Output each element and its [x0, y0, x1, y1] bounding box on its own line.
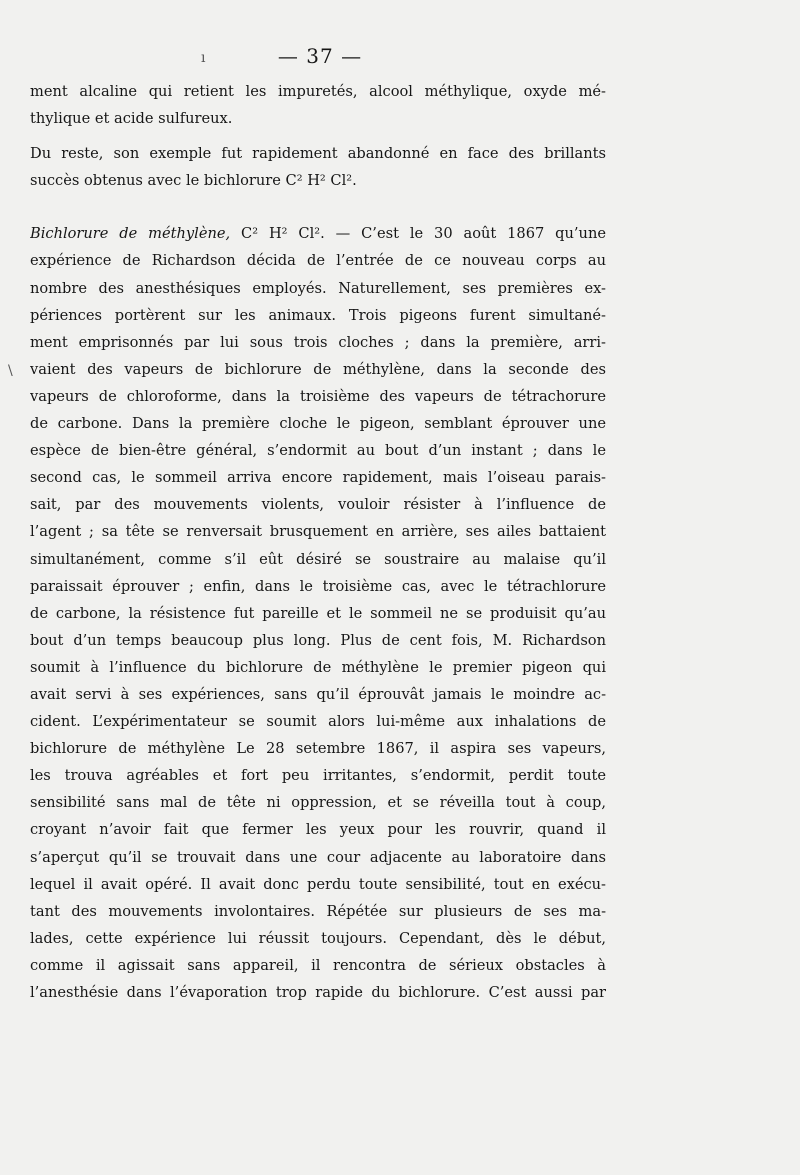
text-line: l’anesthésie dans l’évaporation trop rapide du bichlorure. C’est aussi par — [30, 984, 606, 1001]
text-line: s’aperçut qu’il se trouvait dans une cour adjacente au laboratoire dans — [30, 848, 606, 866]
text-line: vapeurs de chloroforme, dans la troisième des vapeurs de tétrachorure — [30, 387, 606, 405]
text-line: lequel il avait opéré. Il avait donc perdu toute sensibilité, tout en exécu- — [30, 875, 606, 893]
text-line: paraissait éprouver ; enfin, dans le troisième cas, avec le tétrachlorure — [30, 577, 606, 595]
text-line: sensibilité sans mal de tête ni oppression, et se réveilla tout à coup, — [30, 794, 606, 812]
text-line: ment alcaline qui retient les impuretés, alcool méthylique, oxyde mé- — [30, 83, 606, 100]
text-line: thylique et acide sulfureux. — [30, 110, 233, 128]
text-line: second cas, le sommeil arriva encore rapidement, mais l’oiseau parais- — [30, 469, 606, 487]
text-line: de carbone. Dans la première cloche le pigeon, semblant éprouver une — [30, 415, 606, 433]
stray-mark: \ — [8, 363, 13, 379]
text-line: sait, par des mouvements violents, vouloir résister à l’influence de — [30, 496, 606, 514]
text-line: vaient des vapeurs de bichlorure de méthylène, dans la seconde des — [30, 360, 606, 378]
text-line: avait servi à ses expériences, sans qu’il éprouvât jamais le moindre ac- — [30, 685, 606, 703]
text-line: soumit à l’influence du bichlorure de méthylène le premier pigeon qui — [30, 658, 606, 676]
text-line: espèce de bien-être général, s’endormit au bout d’un instant ; dans le — [30, 442, 606, 460]
text-line: comme il agissait sans appareil, il rencontra de sérieux obstacles à — [30, 956, 606, 974]
text-line: simultanément, comme s’il eût désiré se soustraire au malaise qu’il — [30, 550, 606, 568]
text-line: bout d’un temps beaucoup plus long. Plus de cent fois, M. Richardson — [30, 631, 606, 649]
paragraph — [30, 220, 606, 1006]
paragraph — [30, 78, 606, 132]
text-line: de carbone, la résistence fut pareille et le sommeil ne se produisit qu’au — [30, 604, 606, 622]
text-line: périences portèrent sur les animaux. Trois pigeons furent simultané- — [30, 306, 606, 324]
stray-mark: ı — [201, 50, 206, 66]
paragraph — [30, 140, 606, 194]
text-line: ment emprisonnés par lui sous trois cloches ; dans la première, arri- — [30, 333, 606, 351]
text-line: bichlorure de méthylène Le 28 setembre 1867, il aspira ses vapeurs, — [30, 740, 606, 758]
text-line: l’agent ; sa tête se renversait brusquement en arrière, ses ailes battaient — [30, 523, 606, 541]
text-line: succès obtenus avec le bichlorure C² H² Cl². — [30, 172, 357, 190]
text-line: tant des mouvements involontaires. Répétée sur plusieurs de ses ma- — [30, 902, 606, 920]
text-line: expérience de Richardson décida de l’entrée de ce nouveau corps au — [30, 252, 606, 270]
text-line: les trouva agréables et fort peu irritantes, s’endormit, perdit toute — [30, 767, 606, 785]
text-line-with-heading — [30, 220, 606, 247]
text-fragment: C² H² Cl². — C’est le 30 août 1867 qu’une — [230, 225, 606, 243]
text-line: lades, cette expérience lui réussit toujours. Cependant, dès le début, — [30, 929, 606, 947]
text-line: cident. L’expérimentateur se soumit alors lui-même aux inhalations de — [30, 713, 606, 731]
section-heading: Bichlorure de méthylène, — [30, 225, 231, 243]
body-text — [30, 78, 606, 1006]
text-line: croyant n’avoir fait que fermer les yeux pour les rouvrir, quand il — [30, 821, 606, 839]
text-line: Du reste, son exemple fut rapidement abandonné en face des brillants — [30, 145, 606, 163]
page-number: — 37 — — [277, 44, 363, 68]
text-line: nombre des anesthésiques employés. Naturellement, ses premières ex- — [30, 279, 606, 297]
